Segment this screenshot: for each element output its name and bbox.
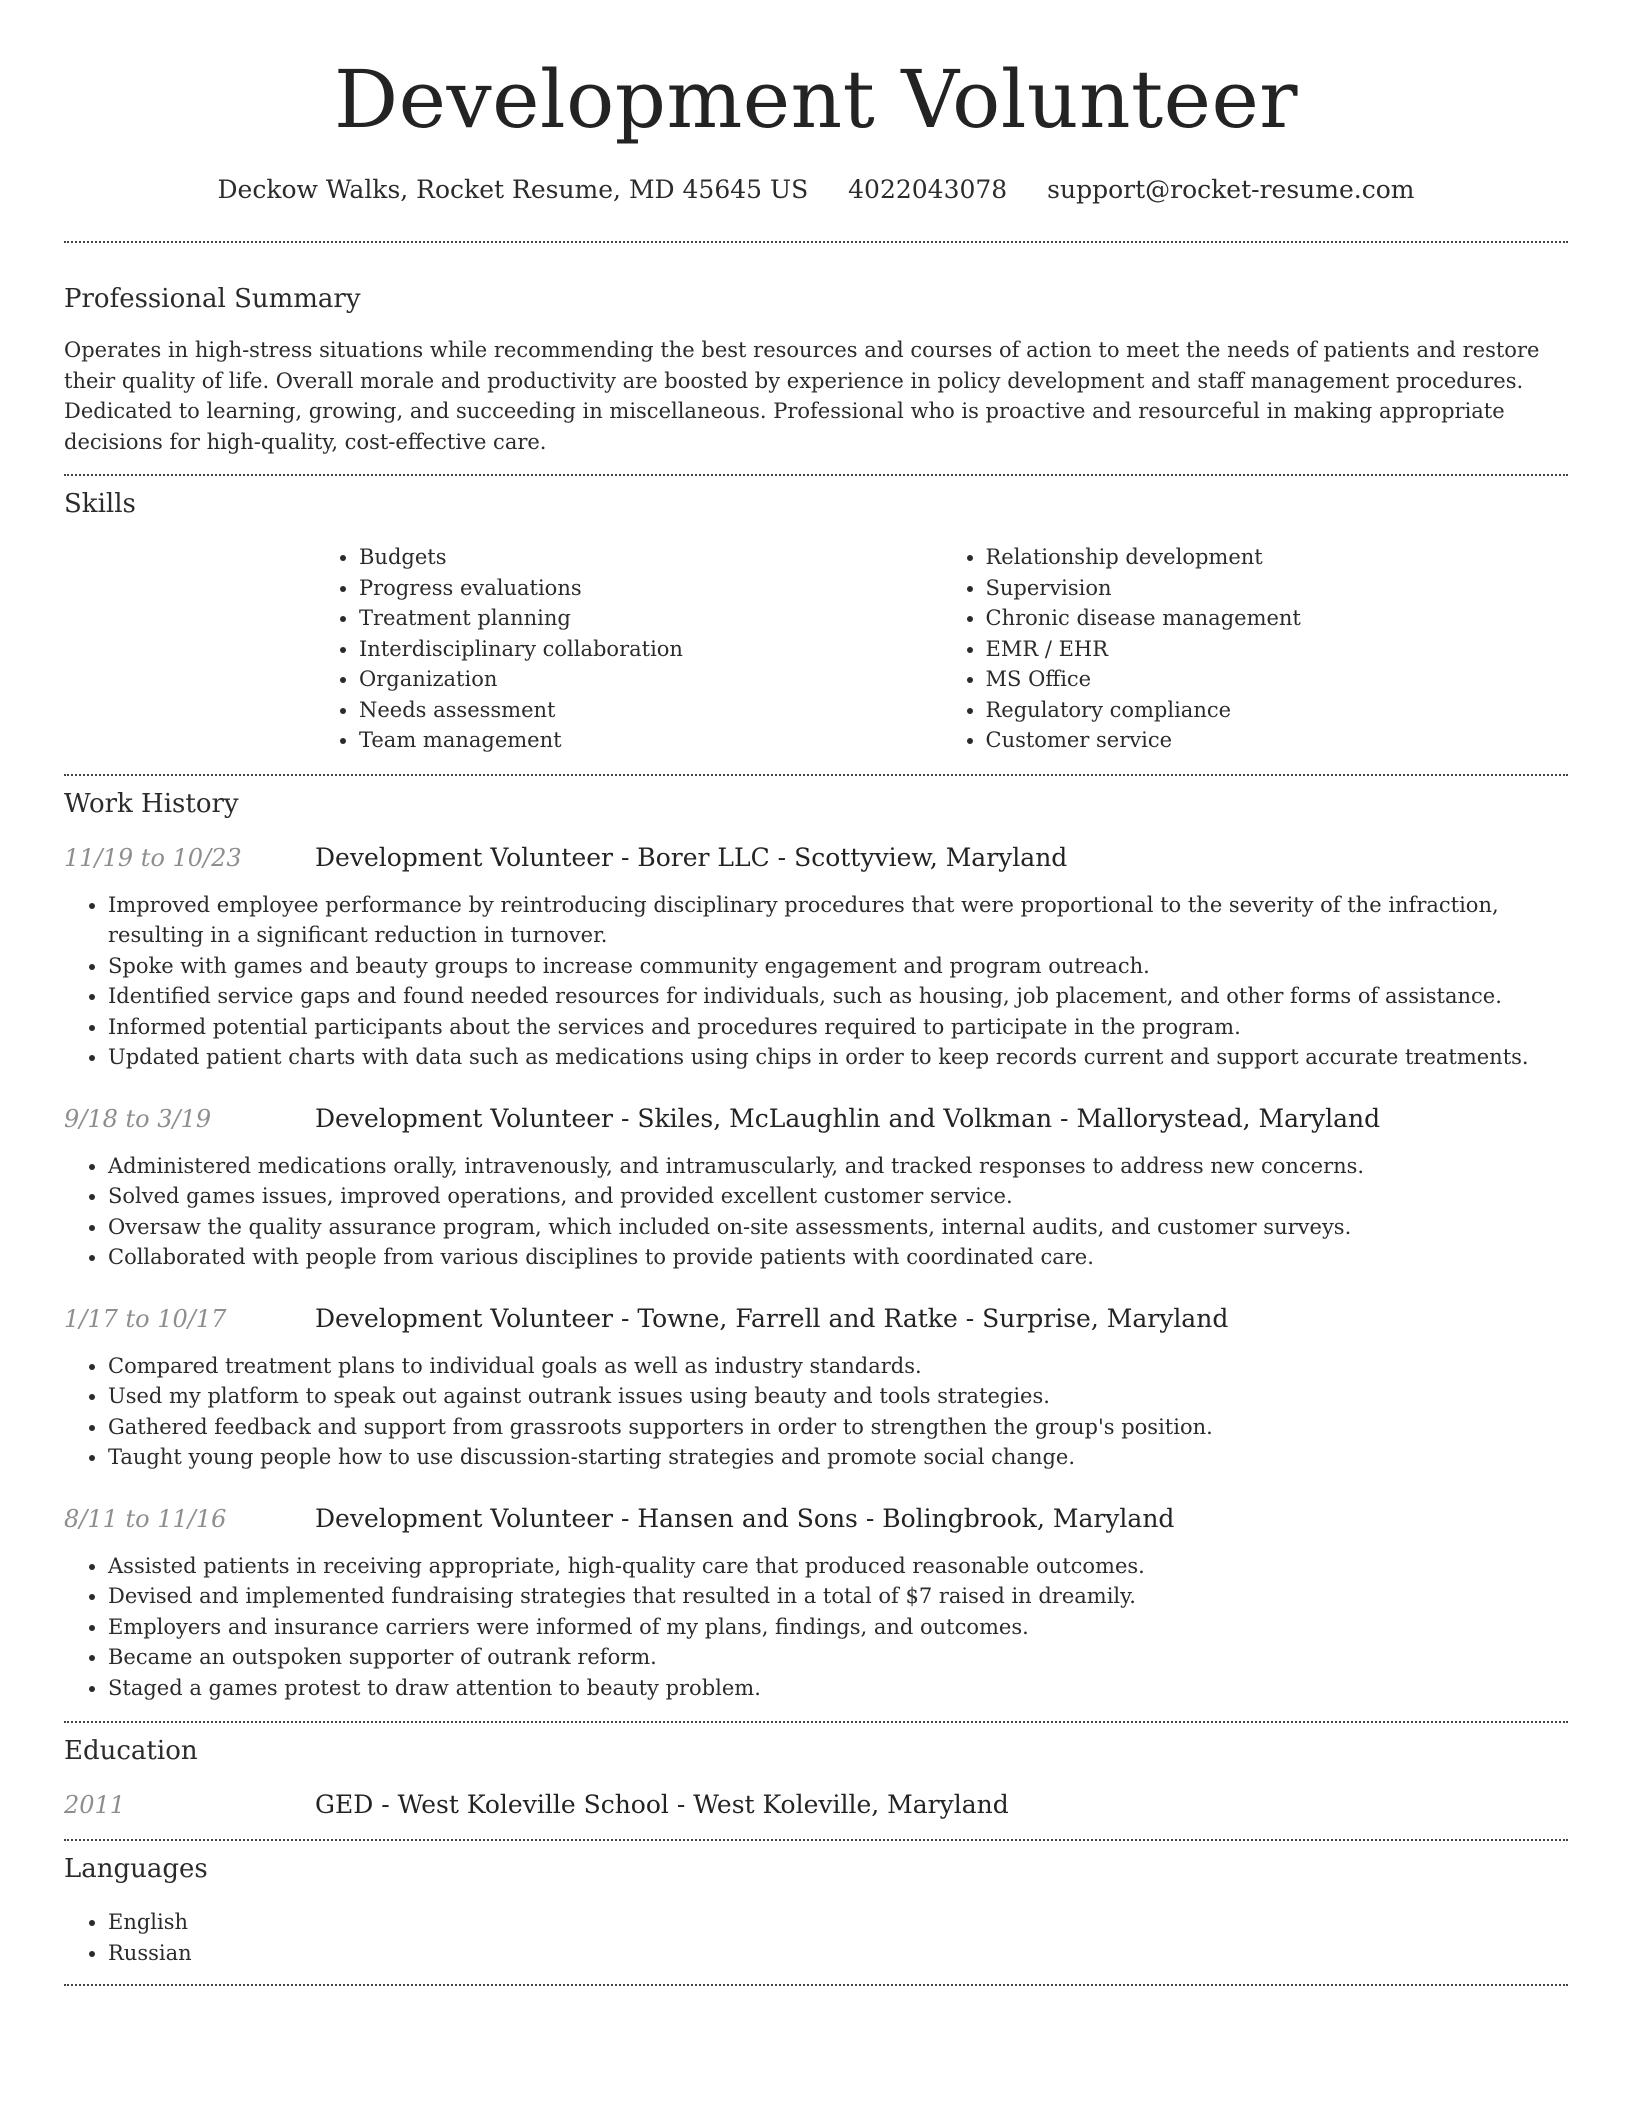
job-bullet: • Administered medications orally, intravenously, and intramuscularly, and tracked responses to address new concerns. bbox=[108, 1151, 1568, 1182]
education-year: 2011 bbox=[64, 1791, 126, 1819]
job-heading: Development Volunteer - Borer LLC - Scottyview, Maryland bbox=[315, 842, 1068, 872]
job-bullets bbox=[64, 890, 1568, 1073]
skill-item: • Team management bbox=[359, 725, 942, 756]
contact-address: Deckow Walks, Rocket Resume, MD 45645 US bbox=[217, 175, 809, 204]
skills-column-right bbox=[942, 542, 1569, 756]
section-divider bbox=[64, 241, 1568, 243]
job-bullet: • Employers and insurance carriers were informed of my plans, findings, and outcomes. bbox=[108, 1612, 1568, 1643]
work-history-title: Work History bbox=[64, 788, 239, 819]
section-divider bbox=[64, 1984, 1568, 1986]
summary-text: Operates in high-stress situations while recommending the best resources and courses of action to meet the needs of patients and restore their quality of life. Overall morale and productivity are boosted by experience in policy development and staff management procedures. Dedicated to learning, growing, and succeeding in miscellaneous. Professional who is proactive and resourceful in making appropriate decisions for high-quality, cost-effective care. bbox=[64, 338, 1540, 454]
skills-section bbox=[64, 488, 1568, 756]
job-bullets bbox=[64, 1551, 1568, 1704]
education-heading: GED - West Koleville School - West Koleville, Maryland bbox=[315, 1790, 1009, 1819]
job-dates: 1/17 to 10/17 bbox=[64, 1304, 227, 1333]
job-bullet: • Improved employee performance by reintroducing disciplinary procedures that were proportional to the severity of the infraction, resulting in a significant reduction in turnover. bbox=[108, 890, 1568, 951]
job-dates: 8/11 to 11/16 bbox=[64, 1504, 227, 1533]
education-title: Education bbox=[64, 1736, 198, 1766]
job-bullet: • Compared treatment plans to individual goals as well as industry standards. bbox=[108, 1351, 1568, 1382]
job-bullets bbox=[64, 1151, 1568, 1273]
contact-email: support@rocket-resume.com bbox=[1047, 175, 1415, 204]
skills-list bbox=[315, 542, 1568, 756]
job-bullet: • Gathered feedback and support from grassroots supporters in order to strengthen the group's position. bbox=[108, 1412, 1568, 1443]
job-heading: Development Volunteer - Skiles, McLaughlin and Volkman - Mallorystead, Maryland bbox=[315, 1103, 1381, 1133]
job-bullet: • Spoke with games and beauty groups to increase community engagement and program outreach. bbox=[108, 951, 1568, 982]
languages-section bbox=[64, 1853, 1568, 1968]
job-heading: Development Volunteer - Towne, Farrell and Ratke - Surprise, Maryland bbox=[315, 1303, 1229, 1333]
job-header bbox=[64, 1103, 1568, 1135]
skill-item: • Supervision bbox=[986, 573, 1569, 604]
skill-item: • Treatment planning bbox=[359, 603, 942, 634]
job-bullet: • Solved games issues, improved operations, and provided excellent customer service. bbox=[108, 1181, 1568, 1212]
skill-item: • EMR / EHR bbox=[986, 634, 1569, 665]
section-divider bbox=[64, 1839, 1568, 1841]
summary-section bbox=[64, 283, 1568, 457]
languages-title: Languages bbox=[64, 1854, 208, 1884]
job-bullet: • Became an outspoken supporter of outrank reform. bbox=[108, 1642, 1568, 1673]
language-item: • English bbox=[108, 1907, 1568, 1938]
contact-phone: 4022043078 bbox=[848, 175, 1008, 204]
summary-title: Professional Summary bbox=[64, 284, 361, 314]
skill-item: • Regulatory compliance bbox=[986, 695, 1569, 726]
job-header bbox=[64, 842, 1568, 874]
education-section bbox=[64, 1735, 1568, 1821]
skills-title: Skills bbox=[64, 489, 136, 519]
job-heading: Development Volunteer - Hansen and Sons - Bolingbrook, Maryland bbox=[315, 1503, 1175, 1533]
job-bullet: • Oversaw the quality assurance program, which included on-site assessments, internal audits, and customer surveys. bbox=[108, 1212, 1568, 1243]
resume-name: Development Volunteer bbox=[333, 53, 1299, 146]
job-bullet: • Collaborated with people from various disciplines to provide patients with coordinated care. bbox=[108, 1242, 1568, 1273]
section-divider bbox=[64, 474, 1568, 476]
skill-item: • Progress evaluations bbox=[359, 573, 942, 604]
job-entry bbox=[64, 1503, 1568, 1704]
languages-list bbox=[64, 1907, 1568, 1968]
resume-page bbox=[64, 0, 1568, 1986]
job-bullet: • Updated patient charts with data such as medications using chips in order to keep records current and support accurate treatments. bbox=[108, 1042, 1568, 1073]
education-entry bbox=[64, 1789, 1568, 1821]
skill-item: • Relationship development bbox=[986, 542, 1569, 573]
skill-item: • Customer service bbox=[986, 725, 1569, 756]
skill-item: • Interdisciplinary collaboration bbox=[359, 634, 942, 665]
skill-item: • Chronic disease management bbox=[986, 603, 1569, 634]
skills-column-left bbox=[315, 542, 942, 756]
job-bullets bbox=[64, 1351, 1568, 1473]
skill-item: • Budgets bbox=[359, 542, 942, 573]
contact-info bbox=[64, 175, 1568, 205]
job-bullet: • Devised and implemented fundraising strategies that resulted in a total of $7 raised in dreamily. bbox=[108, 1581, 1568, 1612]
job-bullet: • Used my platform to speak out against outrank issues using beauty and tools strategies. bbox=[108, 1381, 1568, 1412]
job-dates: 9/18 to 3/19 bbox=[64, 1104, 212, 1133]
job-entry bbox=[64, 1103, 1568, 1273]
job-dates: 11/19 to 10/23 bbox=[64, 843, 242, 872]
section-divider bbox=[64, 1721, 1568, 1723]
job-bullet: • Identified service gaps and found needed resources for individuals, such as housing, job placement, and other forms of assistance. bbox=[108, 981, 1568, 1012]
work-history-section bbox=[64, 788, 1568, 1704]
skill-item: • MS Office bbox=[986, 664, 1569, 695]
job-bullet: • Taught young people how to use discussion-starting strategies and promote social change. bbox=[108, 1442, 1568, 1473]
job-bullet: • Informed potential participants about the services and procedures required to participate in the program. bbox=[108, 1012, 1568, 1043]
job-header bbox=[64, 1303, 1568, 1335]
job-bullet: • Staged a games protest to draw attention to beauty problem. bbox=[108, 1673, 1568, 1704]
job-bullet: • Assisted patients in receiving appropriate, high-quality care that produced reasonable outcomes. bbox=[108, 1551, 1568, 1582]
skill-item: • Needs assessment bbox=[359, 695, 942, 726]
job-entry bbox=[64, 1303, 1568, 1473]
job-header bbox=[64, 1503, 1568, 1535]
section-divider bbox=[64, 774, 1568, 776]
skill-item: • Organization bbox=[359, 664, 942, 695]
language-item: • Russian bbox=[108, 1938, 1568, 1969]
job-entry bbox=[64, 842, 1568, 1073]
